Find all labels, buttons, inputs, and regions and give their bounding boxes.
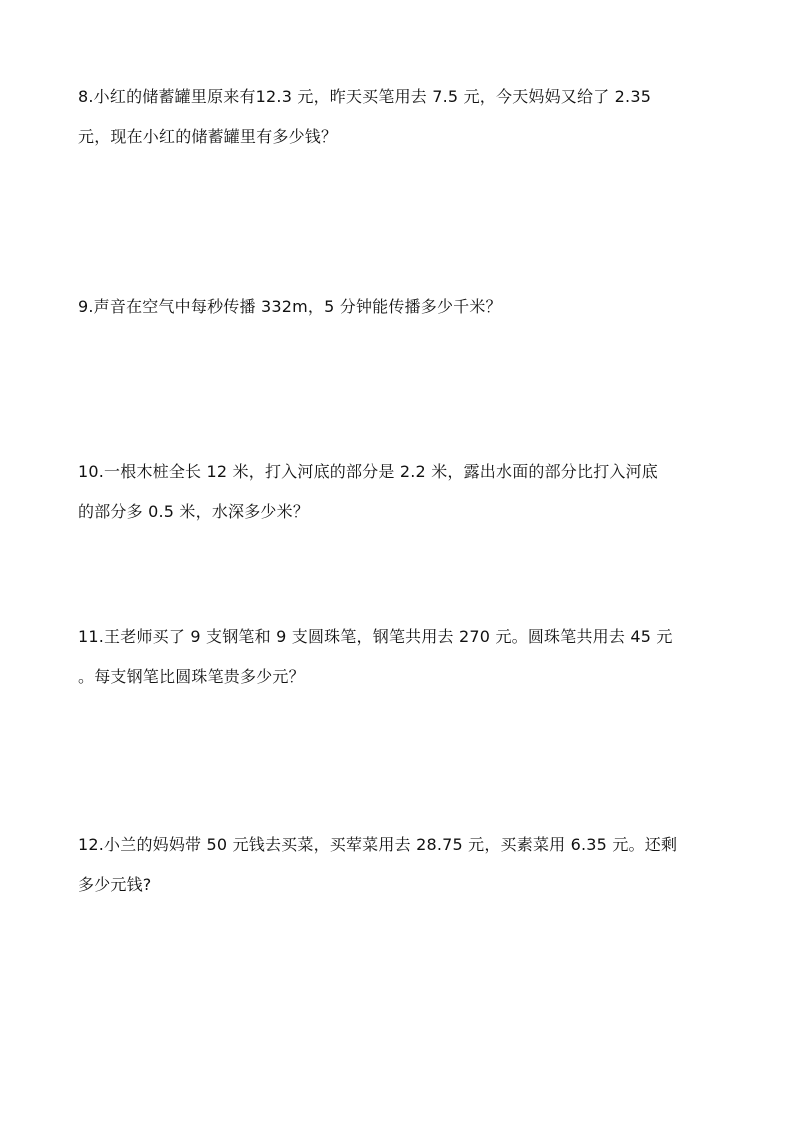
problem-10-line-1: 10.一根木桩全长 12 米，打入河底的部分是 2.2 米，露出水面的部分比打入河底 [78, 462, 658, 481]
problem-10 [78, 452, 728, 532]
problem-10-line-2: 的部分多 0.5 米，水深多少米？ [78, 502, 310, 521]
problem-8 [78, 77, 728, 157]
problem-12 [78, 825, 728, 905]
problem-12-line-2: 多少元钱? [78, 875, 152, 894]
problem-9-line-1: 9.声音在空气中每秒传播 332m，5 分钟能传播多少千米？ [78, 297, 502, 316]
problem-11 [78, 617, 728, 697]
problem-8-line-2: 元，现在小红的储蓄罐里有多少钱？ [78, 127, 338, 146]
problem-9 [78, 287, 728, 327]
problem-12-line-1: 12.小兰的妈妈带 50 元钱去买菜，买荤菜用去 28.75 元，买素菜用 6.35 元。还剩 [78, 835, 678, 854]
problem-8-line-1: 8.小红的储蓄罐里原来有12.3 元，昨天买笔用去 7.5 元，今天妈妈又给了 2.35 [78, 87, 652, 106]
problem-11-line-1: 11.王老师买了 9 支钢笔和 9 支圆珠笔，钢笔共用去 270 元。圆珠笔共用去 45 元 [78, 627, 673, 646]
problem-11-line-2: 。每支钢笔比圆珠笔贵多少元？ [78, 667, 305, 686]
